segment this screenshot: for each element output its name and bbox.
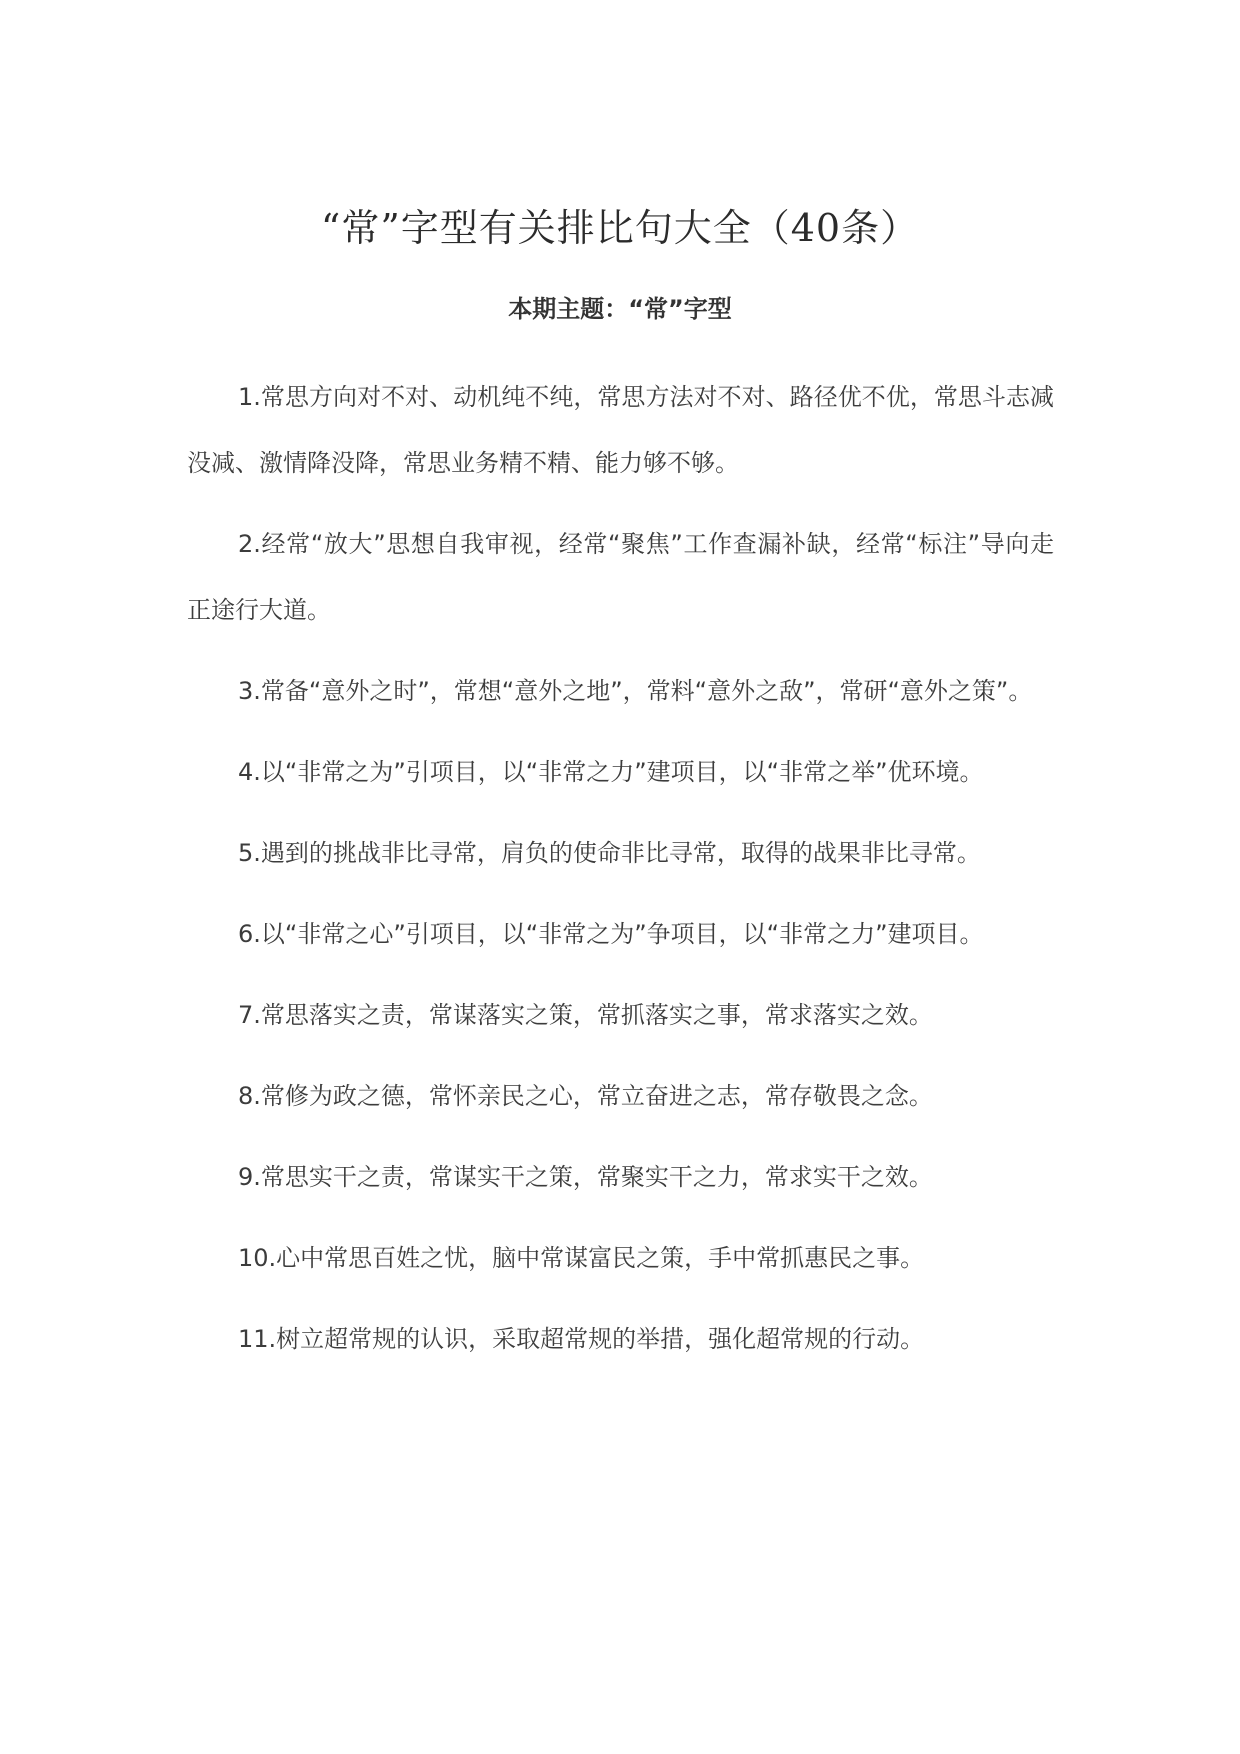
list-item: 10.心中常思百姓之忧，脑中常谋富民之策，手中常抓惠民之事。 <box>238 1244 925 1272</box>
list-item: 1.常思方向对不对、动机纯不纯，常思方法对不对、路径优不优，常思斗志减没减、激情降没降，常思业务精不精、能力够不够。 <box>187 383 1054 477</box>
list-item: 3.常备“意外之时”，常想“意外之地”，常料“意外之敌”，常研“意外之策”。 <box>238 677 1033 705</box>
page-subtitle: 本期主题：“常”字型 <box>508 295 732 323</box>
sentence-list <box>187 364 1054 1387</box>
list-item: 2.经常“放大”思想自我审视，经常“聚焦”工作查漏补缺，经常“标注”导向走正途行大道。 <box>187 530 1054 624</box>
list-item: 7.常思落实之责，常谋落实之策，常抓落实之事，常求落实之效。 <box>238 1001 933 1029</box>
page-title: “常”字型有关排比句大全（40条） <box>320 206 920 250</box>
list-item: 4.以“非常之为”引项目，以“非常之力”建项目，以“非常之举”优环境。 <box>238 758 984 786</box>
list-item: 11.树立超常规的认识，采取超常规的举措，强化超常规的行动。 <box>238 1325 925 1353</box>
list-item: 8.常修为政之德，常怀亲民之心，常立奋进之志，常存敬畏之念。 <box>238 1082 933 1110</box>
list-item: 9.常思实干之责，常谋实干之策，常聚实干之力，常求实干之效。 <box>238 1163 933 1191</box>
list-item: 6.以“非常之心”引项目，以“非常之为”争项目，以“非常之力”建项目。 <box>238 920 984 948</box>
list-item: 5.遇到的挑战非比寻常，肩负的使命非比寻常，取得的战果非比寻常。 <box>238 839 981 867</box>
